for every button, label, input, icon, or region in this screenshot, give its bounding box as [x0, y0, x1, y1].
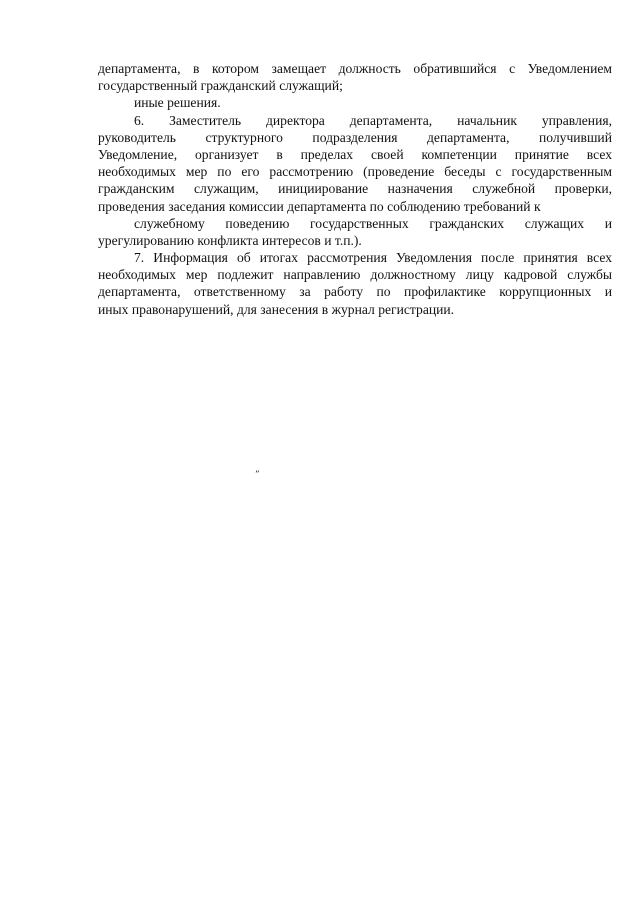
text-line-7: необходимых мер по его рассмотрению (проведение беседы с государственным — [98, 164, 612, 180]
text-line-11: урегулированию конфликта интересов и т.п.). — [98, 232, 362, 248]
text-line-14: департамента, ответственному за работу по профилактике коррупционных и — [98, 284, 612, 300]
text-line-4: 6. Заместитель директора департамента, начальник управления, — [134, 112, 612, 128]
document-body — [98, 60, 612, 318]
text-line-3: иные решения. — [134, 95, 221, 111]
text-line-9: проведения заседания комиссии департамента по соблюдению требований к — [98, 198, 541, 214]
text-line-10: служебному поведению государственных гражданских служащих и — [134, 215, 612, 231]
text-line-8: гражданским служащим, инициирование назначения служебной проверки, — [98, 181, 612, 197]
text-line-6: Уведомление, организует в пределах своей компетенции принятие всех — [98, 146, 612, 162]
text-line-2: государственный гражданский служащий; — [98, 78, 343, 94]
text-line-5: руководитель структурного подразделения департамента, получивший — [98, 129, 612, 145]
text-line-15: иных правонарушений, для занесения в журнал регистрации. — [98, 301, 455, 317]
text-line-1: департамента, в котором замещает должность обратившийся с Уведомлением — [98, 61, 612, 76]
stray-mark: ” — [255, 470, 260, 480]
text-line-12: 7. Информация об итогах рассмотрения Уведомления после принятия всех — [134, 250, 612, 266]
text-line-13: необходимых мер подлежит направлению должностному лицу кадровой службы — [98, 267, 612, 283]
